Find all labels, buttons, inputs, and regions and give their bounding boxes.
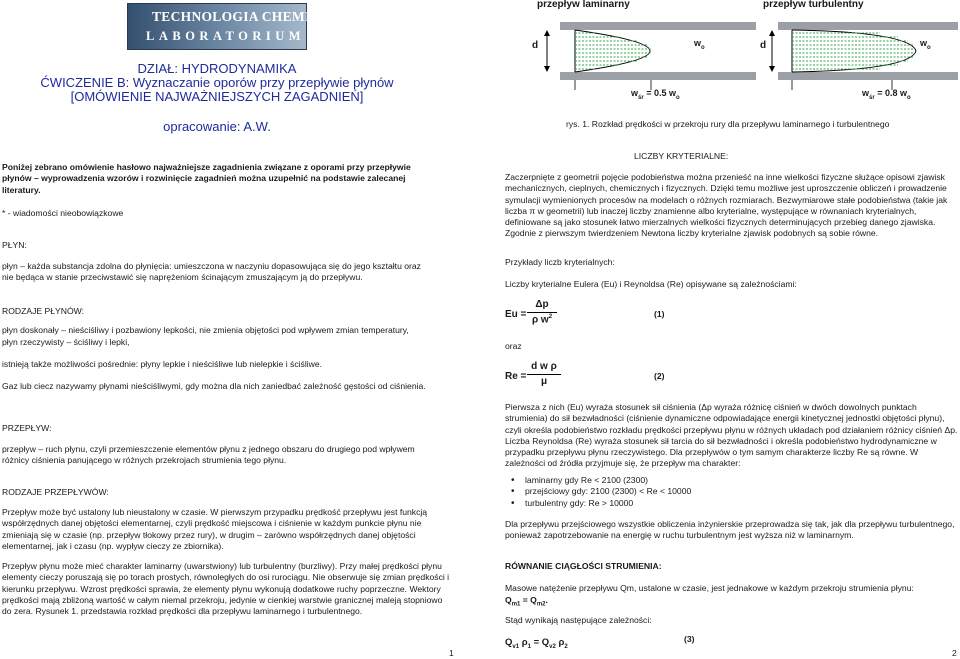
list-item: • turbulentny gdy: Re > 10000 xyxy=(505,498,960,509)
eq2-denominator: μ xyxy=(540,376,548,387)
heading-rodzaje-plynow: RODZAJE PŁYNÓW: xyxy=(2,306,84,316)
para-zaczerpniete: Zaczerpnięte z geometrii pojęcie podobieństwa można przenieść na inne wielkości fizyczne służące opisowi zjawisk mechanicznych, cieplnych, chemicznych i fizycznych. Dzięki temu możliwe jest uproszczenie obliczeń i prowadzenie symulacji wymienionych procesów na modelach o różnych rozmiarach. Bezwymiarowe stałe podobieństwa (takie jak liczba π w geometrii) lub inaczej liczby znamienne albo kryterialne, występujące w równaniach kryterialnych, definiowane są jako stosunek łatwo mierzalnych wielkości fizycznych determinujących przebieg danego zjawiska. Zgodnie z pierwszym twierdzeniem Newtona liczby kryterialne zjawisk podobnych są sobie równe. xyxy=(505,172,948,239)
figure-d-left: d xyxy=(532,40,539,51)
heading-exercise: ĆWICZENIE B: Wyznaczanie oporów przy przepływie płynów xyxy=(40,75,394,90)
para-dla-przeplywu: Dla przepływu przejściowego wszystkie obliczenia inżynierskie przeprowadza się tak, jak dla przepływu turbulentnego, ponieważ zapotrzebowanie na energię w ruchu turbulentnym jest wyższa niż w laminarnym. xyxy=(505,519,955,541)
para-ustalony: Przepływ może być ustalony lub nieustalony w czasie. W pierwszym przypadku prędkość przepływu jest funkcją współrzędnych danej objętości elementarnej, czyli prędkość miejscowa i ciśnienie w każdym punkcie płynu nie zmieniają się w czasie (np. przepływ tłokowy przez rury), w drugim – zarówno współrzędnych danej objętości elementarnej, jak i czasu (np. wypływ cieczy ze zbiornika). xyxy=(2,507,428,551)
eq1-numerator: Δp xyxy=(535,299,549,310)
figure-d-right: d xyxy=(760,40,767,51)
eq3-number: (3) xyxy=(684,634,695,644)
logo-line2: LABORATORIUM xyxy=(146,29,306,43)
para-stad: Stąd wynikają następujące zależności: xyxy=(505,615,652,625)
list-item: • laminarny gdy Re < 2100 (2300) xyxy=(505,475,960,486)
flow-regime-list xyxy=(505,475,960,509)
para-plyn: płyn – każda substancja zdolna do płynięcia: umieszczona w naczyniu dopasowująca się do jego kształtu oraz nie będąca w stanie przeciwstawić się naprężeniom ścinającym zmuszającym ją do przepływu. xyxy=(2,261,421,283)
logo xyxy=(127,3,350,50)
figure-wsr-right: $w_{śr} = 0.8$ $w_o$ xyxy=(862,88,911,101)
para-gaz: Gaz lub ciecz nazywamy płynami nieściśliwymi, gdy można dla nich zaniedbać zależność gęstości od ciśnienia. xyxy=(2,381,426,391)
para-przyklady: Przykłady liczb kryterialnych: xyxy=(505,257,615,267)
turbulent-pipe xyxy=(772,22,958,90)
eq1-fraction-bar xyxy=(527,312,557,313)
heading-ciaglosc: RÓWNANIE CIĄGŁOŚCI STRUMIENIA: xyxy=(505,561,662,571)
para-przeplyw: przepływ – ruch płynu, czyli przemieszczenie elementów płynu z jednego obszaru do drugiego pod wpływem różnicy ciśnienia panującego w różnych przekrojach strumienia tego płynu. xyxy=(2,444,415,466)
para-qm: $Q_{m1} = Q_{m2}$. xyxy=(505,595,548,608)
heading-section: DZIAŁ: HYDRODYNAMIKA xyxy=(137,61,297,76)
para-rodzaje-3: istnieją także możliwości pośrednie: płyny lepkie i nieściśliwe lub nielepkie i ściśliwe. xyxy=(2,359,323,369)
laminar-pipe xyxy=(547,22,756,90)
heading-przeplyw: PRZEPŁYW: xyxy=(2,423,52,433)
eq2-numerator: d w ρ xyxy=(531,361,557,372)
figure-wsr-left: $w_{śr} = 0.5$ $w_o$ xyxy=(631,88,680,101)
eq1-lhs: Eu = xyxy=(505,309,527,320)
para-eulera-reynoldsa: Liczby kryterialne Eulera (Eu) i Reynoldsa (Re) opisywane są zależnościami: xyxy=(505,279,797,289)
list-item: • przejściowy gdy: 2100 (2300) < Re < 10000 xyxy=(505,486,960,497)
para-rodzaje-1: płyn doskonały – nieściśliwy i pozbawiony lepkości, nie zmienia objętości pod wpływem zmian temperatury, xyxy=(2,325,409,335)
heading-subtitle: [OMÓWIENIE NAJWAŻNIEJSZYCH ZAGADNIEŃ] xyxy=(70,89,364,104)
eq2-number: (2) xyxy=(654,371,665,381)
figure-caption: rys. 1. Rozkład prędkości w przekroju rury dla przepływu laminarnego i turbulentnego xyxy=(566,119,890,129)
para-laminarny: Przepływ płynu może mieć charakter laminarny (uwarstwiony) lub turbulentny (burzliwy). Przy małej prędkości płynu elementy cieczy poruszają się po torach prostych, równoległych do osi rurociągu. Nie obserwuje się zmian prędkości i kierunku przepływu. Wzrost prędkości sprawia, że elementy płynu wykonują dodatkowe ruchy poprzeczne. Wektory prędkości mają zbliżoną wartość w całym niemal przekroju, jedynie w cienkiej warstwie granicznej maleją stopniowo do zera. Rysunek 1. przedstawia rozkład prędkości dla przepływu laminarnego i turbulentnego. xyxy=(2,561,450,617)
heading-rodzaje-przeplywow: RODZAJE PRZEPŁYWÓW: xyxy=(2,487,109,497)
note-optional: * - wiadomości nieobowiązkowe xyxy=(2,208,124,218)
figure-w0-left: $w_o$ xyxy=(694,38,705,51)
intro-text: Poniżej zebrano omówienie hasłowo najważniejsze zagadnienia związane z oporami przy przepływie płynów – wyprowadzenia wzorów i rozwinięcie zagadnień można uzupełnić na podstawie zalecanej literatury. xyxy=(2,162,411,195)
eq3: $Q_{v1}$ $\rho_1 = Q_{v2}$ $\rho_2$ xyxy=(505,637,568,650)
heading-liczby-kryterialne: LICZBY KRYTERIALNE: xyxy=(634,151,729,161)
figure-label-laminar: przepływ laminarny xyxy=(537,0,630,10)
logo-line1: TECHNOLOGIA CHEMICZNA xyxy=(152,9,350,24)
eq1-number: (1) xyxy=(654,309,665,319)
page-number-1: 1 xyxy=(449,648,454,658)
para-masowe: Masowe natężenie przepływu Qm, ustalone w czasie, jest jednakowe w każdym przekroju strumienia płynu: xyxy=(505,583,914,593)
heading-plyn: PŁYN: xyxy=(2,240,27,250)
eq1-denominator: ρ $w^2$ xyxy=(531,314,553,326)
para-pierwsza: Pierwsza z nich (Eu) wyraża stosunek sił ciśnienia (Δp wyraża różnicę ciśnień w dwóch dowolnych punktach strumienia) do sił bezwładności (ciśnienie dynamiczne odpowiadające energii kinetycznej jednostki objętości płynu), czyli określa podobieństwo rozkładu prędkości przepływu płynu w różnych układach pod działaniem różnicy ciśnień Δp. Liczba Reynoldsa (Re) wyraża stosunek sił tarcia do sił bezwładności i określa podobieństwo hydrodynamiczne w przypadku przepływu płynu rzeczywistego. Dla przepływów o tym samym charakterze liczby Re są równe. W zależności od źródła przyjmuje się, że przepływ ma charakter: xyxy=(505,402,958,469)
eq2-fraction-bar xyxy=(527,374,561,375)
figure-w0-right: $w_o$ xyxy=(920,38,931,51)
oraz: oraz xyxy=(505,341,522,351)
page-number-2: 2 xyxy=(952,648,957,658)
eq2-lhs: Re = xyxy=(505,371,527,382)
para-rodzaje-2: płyn rzeczywisty – ściśliwy i lepki, xyxy=(2,337,130,347)
figure-label-turbulent: przepływ turbulentny xyxy=(763,0,864,10)
heading-author: opracowanie: A.W. xyxy=(163,119,271,134)
